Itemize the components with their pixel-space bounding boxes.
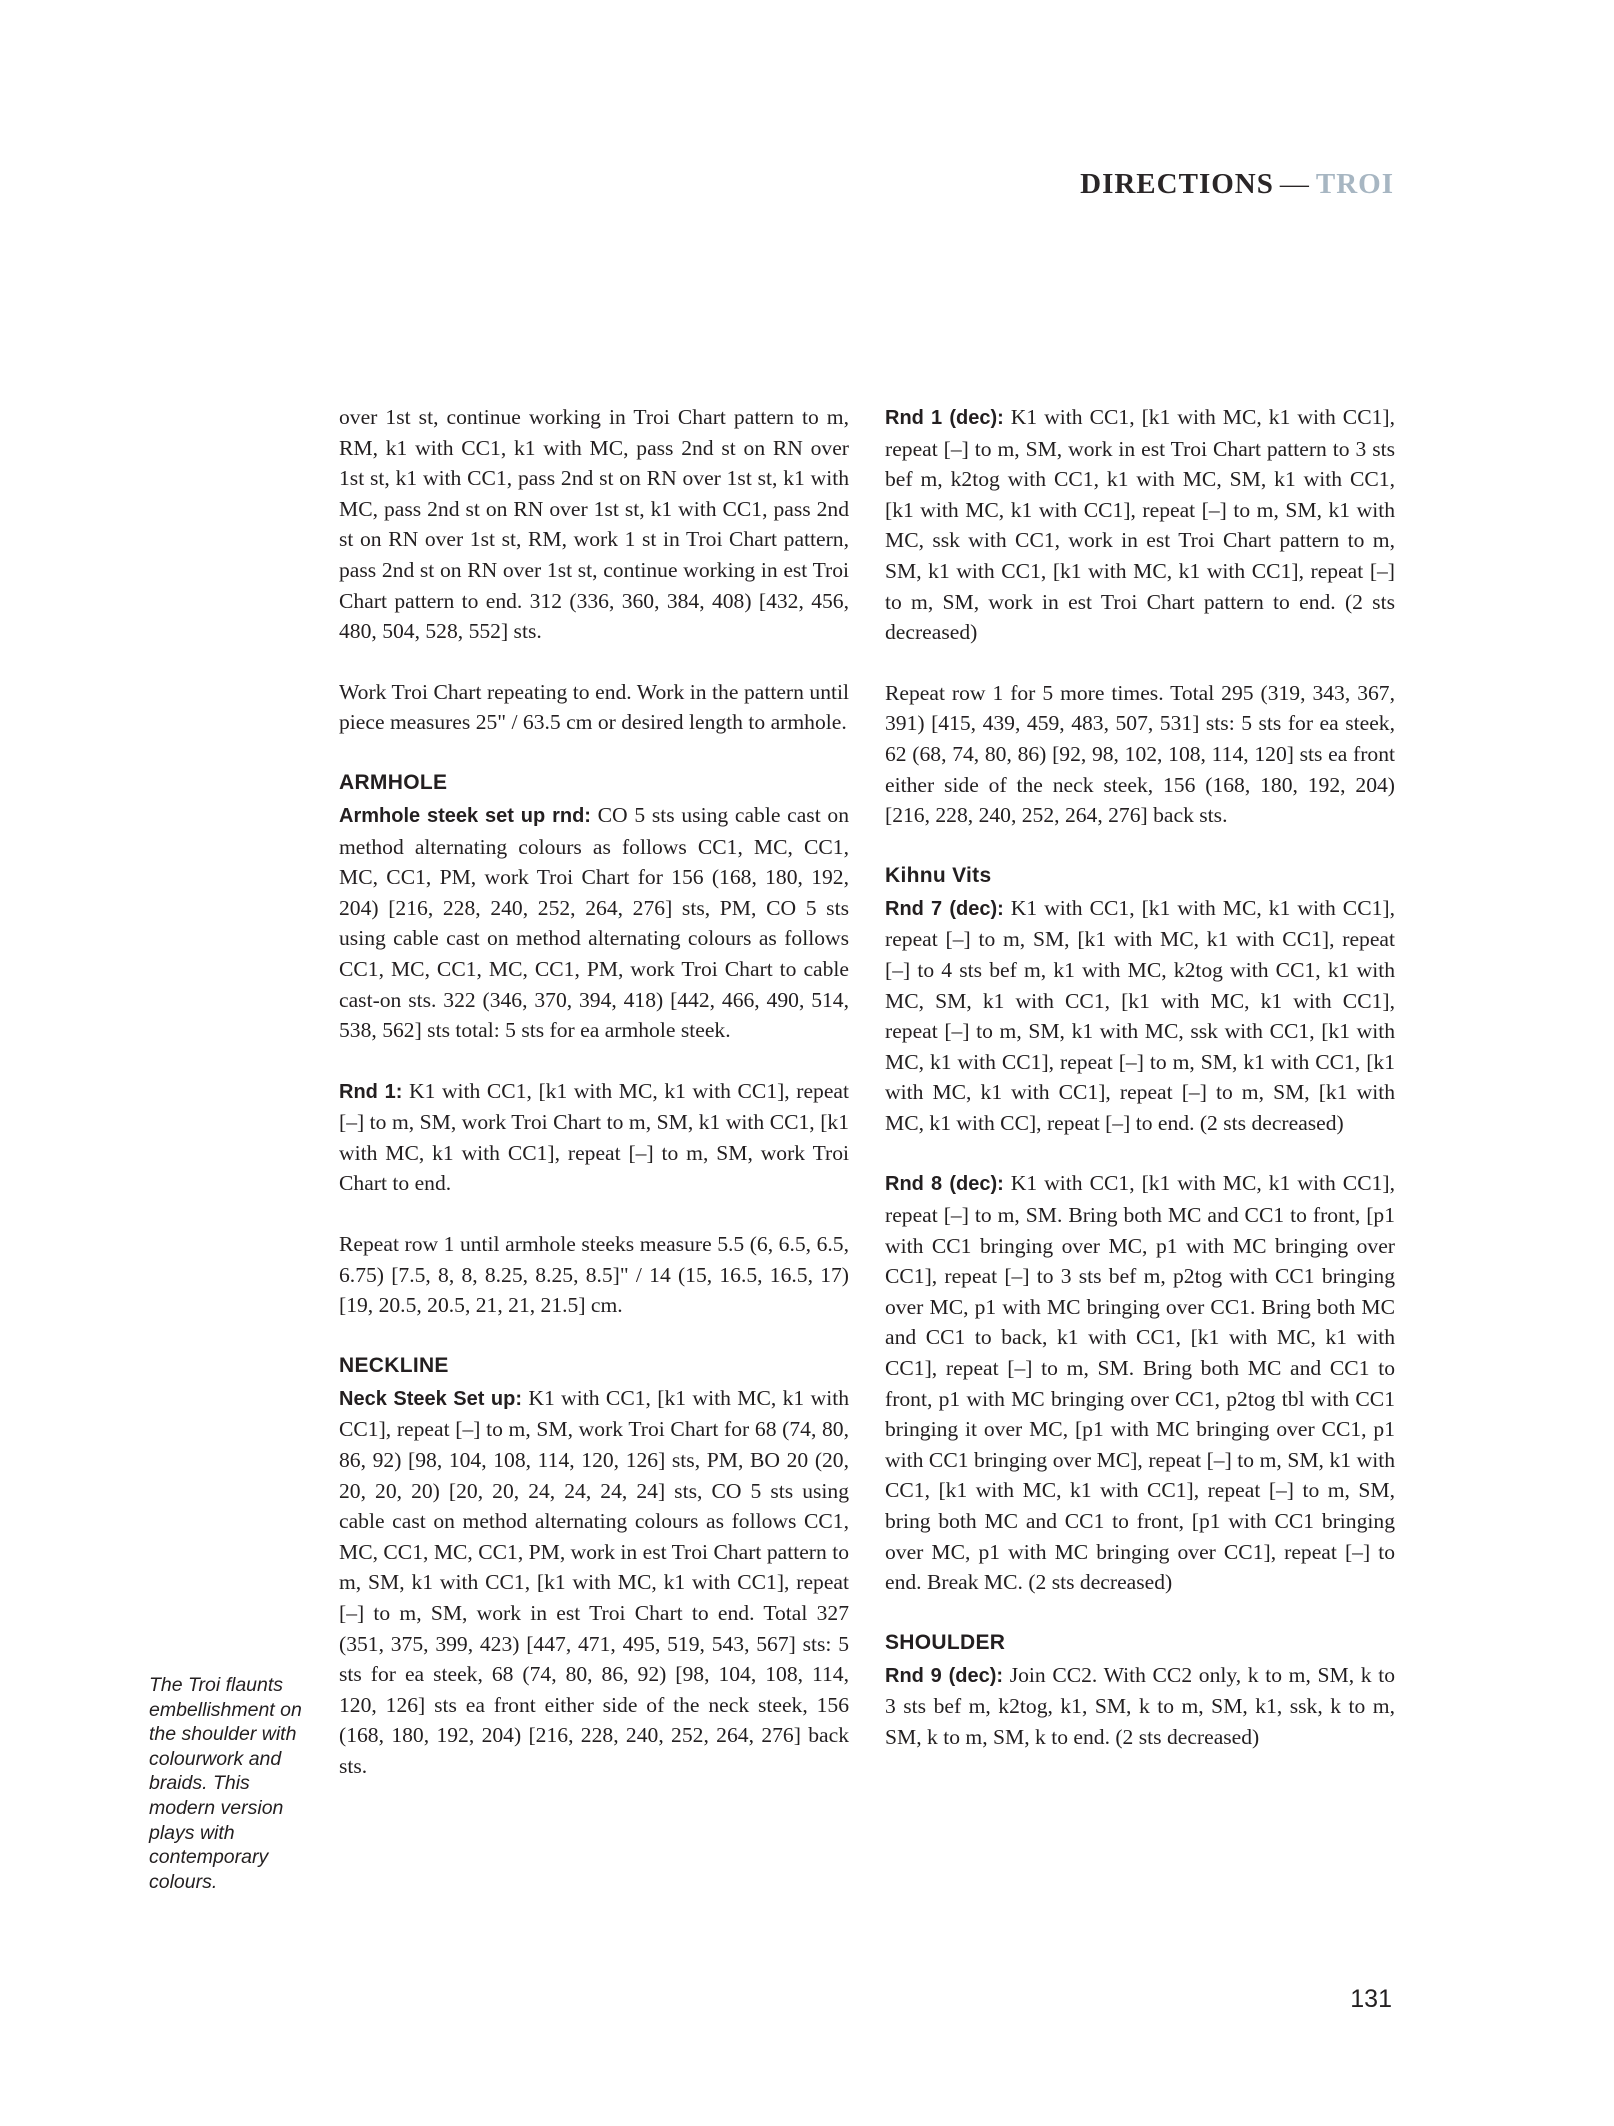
header-section: DIRECTIONS xyxy=(1080,168,1274,200)
paragraph-rnd8 xyxy=(885,1168,1395,1597)
paragraph-rnd1 xyxy=(339,1076,849,1199)
lead-rnd9: Rnd 9 (dec): xyxy=(885,1664,1004,1687)
lead-rnd7: Rnd 7 (dec): xyxy=(885,897,1004,920)
lead-rnd1: Rnd 1: xyxy=(339,1080,403,1103)
text-rnd1-dec: K1 with CC1, [k1 with MC, k1 with CC1], repeat [–] to m, SM, work in est Troi Chart pattern to 3 sts bef m, k2tog with CC1, k1 with MC, SM, k1 with CC1, [k1 with MC, k1 with CC1], repeat [–] to m, SM, k1 with MC, ssk with CC1, work in est Troi Chart pattern to m, SM, k1 with CC1, [k1 with MC, k1 with CC1], repeat [–] to m, SM, work in est Troi Chart pattern to end. (2 sts decreased) xyxy=(885,405,1395,645)
header-pattern-name: TROI xyxy=(1315,168,1394,200)
lead-rnd1-dec: Rnd 1 (dec): xyxy=(885,407,1004,429)
page-number: 131 xyxy=(1350,1985,1392,2013)
text-rnd1: K1 with CC1, [k1 with MC, k1 with CC1], repeat [–] to m, SM, work Troi Chart to m, SM, k1 with CC1, [k1 with MC, k1 with CC1], repeat [–] to m, SM, work Troi Chart to end. xyxy=(339,1078,850,1196)
paragraph-continuation: over 1st st, continue working in Troi Chart pattern to m, RM, k1 with CC1, k1 with MC, pass 2nd st on RN over 1st st, k1 with CC1, pass 2nd st on RN over 1st st, k1 with MC, pass 2nd st on RN over 1st st, k1 with CC1, pass 2nd st on RN over 1st st, RM, work 1 st in Troi Chart pattern, pass 2nd st on RN over 1st st, continue working in est Troi Chart pattern to end. 312 (336, 360, 384, 408) [432, 456, 480, 504, 528, 552] sts. xyxy=(339,405,849,644)
text-neck-steek: K1 with CC1, [k1 with MC, k1 with CC1], repeat [–] to m, SM, work Troi Chart for 68 (74, 80, 86, 92) [98, 104, 108, 114, 120, 126] sts, PM, BO 20 (20, 20, 20, 20) [20, 20, 24, 24, 24, 24] sts, CO 5 sts using cable cast on method alternating colours as follows CC1, MC, CC1, MC, CC1, PM, work in est Troi Chart pattern to m, SM, k1 with CC1, [k1 with MC, k1 with CC1], repeat [–] to m, SM, work in est Troi Chart to end. Total 327 (351, 375, 399, 423) [447, 471, 495, 519, 543, 567] sts: 5 sts for ea steek, 68 (74, 80, 86, 92) [98, 104, 108, 114, 120, 126] sts ea front either side of the neck steek, 156 (168, 180, 192, 204) [216, 228, 240, 252, 264, 276] back sts. xyxy=(339,1385,849,1778)
text-rnd9: Join CC2. With CC2 only, k to m, SM, k to 3 sts bef m, k2tog, k1, SM, k to m, SM, k1, ssk, k to m, SM, k to m, SM, k to end. (2 sts decreased) xyxy=(885,1662,1395,1749)
lead-neck-steek: Neck Steek Set up: xyxy=(339,1387,523,1410)
paragraph-repeat-5: Repeat row 1 for 5 more times. Total 295 (319, 343, 367, 391) [415, 439, 459, 483, 507, 531] sts: 5 sts for ea steek, 62 (68, 74, 80, 86) [92, 98, 102, 108, 114, 120] sts ea front either side of the neck steek, 156 (168, 180, 192, 204) [216, 228, 240, 252, 264, 276] back sts. xyxy=(885,680,1395,828)
lead-rnd8: Rnd 8 (dec): xyxy=(885,1173,1004,1196)
left-column xyxy=(339,402,849,1782)
paragraph-work-chart: Work Troi Chart repeating to end. Work in the pattern until piece measures 25" / 63.5 cm or desired length to armhole. xyxy=(339,679,849,735)
text-rnd7: K1 with CC1, [k1 with MC, k1 with CC1], repeat [–] to m, SM, [k1 with MC, k1 with CC1], repeat [–] to 4 sts bef m, k1 with MC, k2tog with CC1, k1 with MC, SM, k1 with CC1, [k1 with MC, k1 with CC1], repeat [–] to m, SM, k1 with MC, ssk with CC1, [k1 with MC, k1 with CC1], repeat [–] to m, SM, k1 with CC1, [k1 with MC, k1 with CC1], repeat [–] to m, SM, [k1 with MC, k1 with CC], repeat [–] to end. (2 sts decreased) xyxy=(885,895,1395,1135)
paragraph-armhole-setup xyxy=(339,800,849,1046)
text-armhole-setup: CO 5 sts using cable cast on method alternating colours as follows CC1, MC, CC1, MC, CC1, PM, work Troi Chart for 156 (168, 180, 192, 204) [216, 228, 240, 252, 264, 276] sts, PM, CO 5 sts using cable cast on method alternating colours as follows CC1, MC, CC1, MC, CC1, PM, work Troi Chart to cable cast-on sts. 322 (346, 370, 394, 418) [442, 466, 490, 514, 538, 562] sts total: 5 sts for ea armhole steek. xyxy=(339,802,849,1043)
heading-neckline: NECKLINE xyxy=(339,1353,449,1377)
paragraph-repeat-row1: Repeat row 1 until armhole steeks measure 5.5 (6, 6.5, 6.5, 6.75) [7.5, 8, 8, 8.25, 8.25, 8.5]" / 14 (15, 16.5, 16.5, 17) [19, 20.5, 20.5, 21, 21, 21.5] cm. xyxy=(339,1232,849,1318)
heading-kihnu-vits: Kihnu Vits xyxy=(885,863,992,887)
paragraph-neck-steek xyxy=(339,1383,849,1782)
right-column xyxy=(885,402,1395,1753)
paragraph-rnd9 xyxy=(885,1660,1395,1753)
header-dash: — xyxy=(1279,168,1310,200)
heading-shoulder: SHOULDER xyxy=(885,1630,1006,1654)
lead-armhole-setup: Armhole steek set up rnd: xyxy=(339,804,591,827)
paragraph-rnd7 xyxy=(885,893,1395,1139)
text-rnd8: K1 with CC1, [k1 with MC, k1 with CC1], repeat [–] to m, SM. Bring both MC and CC1 to front, [p1 with CC1 bringing over MC, p1 with MC bringing over CC1], repeat [–] to 3 sts bef m, p2tog with CC1 bringing over MC, p1 with MC bringing over CC1. Bring both MC and CC1 to back, k1 with CC1, [k1 with MC, k1 with CC1], repeat [–] to m, SM. Bring both MC and CC1 to front, p1 with MC bringing over CC1, p2tog tbl with CC1 bringing it over MC, [p1 with MC bringing over CC1, p1 with CC1 bringing over MC], repeat [–] to m, SM, k1 with CC1, [k1 with MC, k1 with CC1], repeat [–] to m, SM, bring both MC and CC1 to front, [p1 with CC1 bringing over MC, p1 with MC bringing over CC1], repeat [–] to end. Break MC. (2 sts decreased) xyxy=(885,1171,1395,1595)
paragraph-rnd1-dec xyxy=(885,402,1395,648)
heading-armhole: ARMHOLE xyxy=(339,770,448,794)
running-header xyxy=(1080,168,1394,201)
photo-caption: The Troi flaunts embellishment on the shoulder with colourwork and braids. This modern version plays with contemporary colours. xyxy=(149,1674,302,1893)
